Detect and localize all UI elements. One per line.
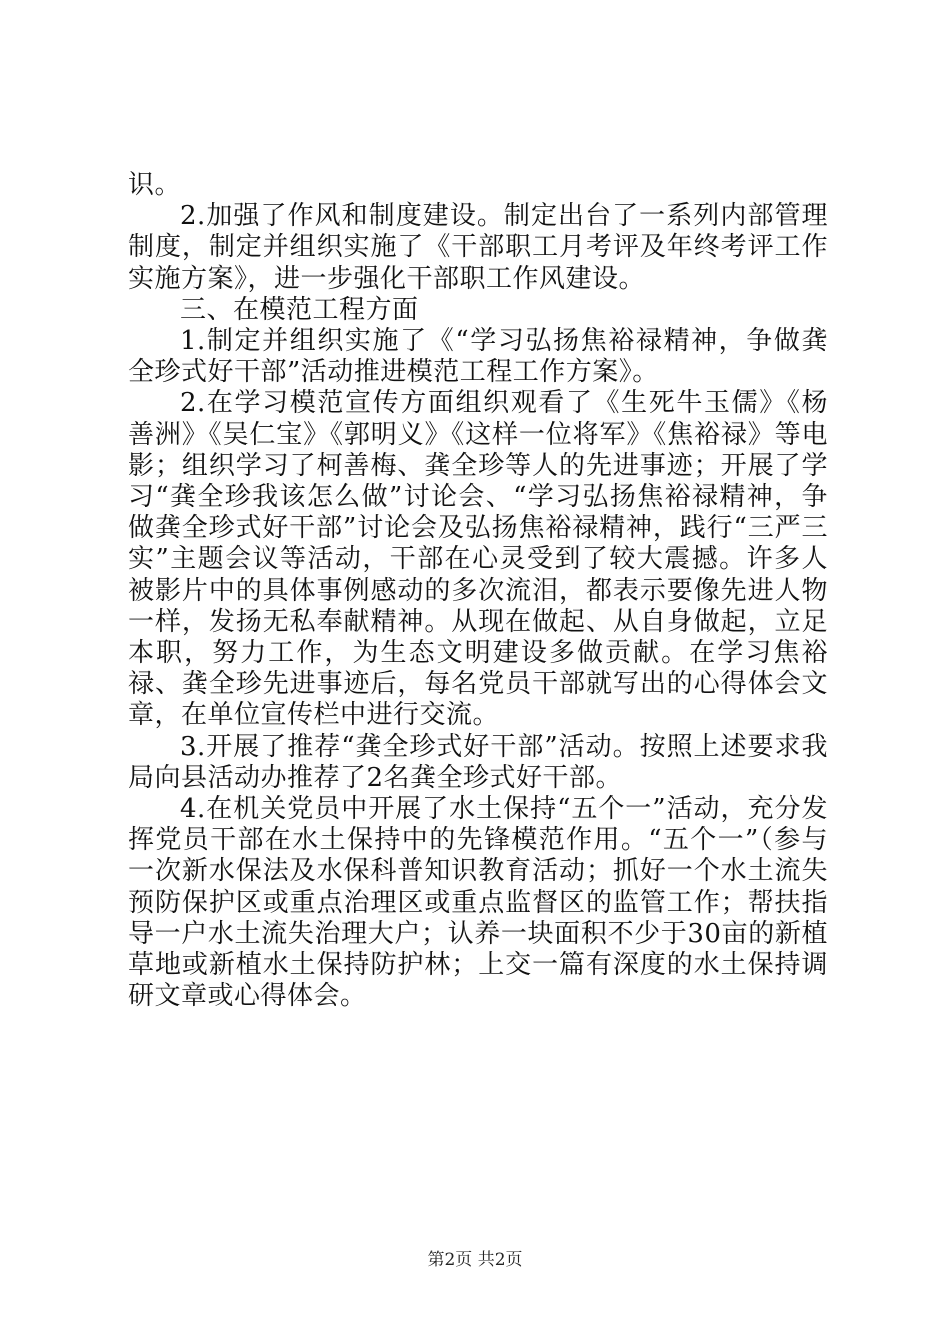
paragraph-work-plan: 1.制定并组织实施了《“学习弘扬焦裕禄精神，争做龚全珍式好干部”活动推进模范工程工作方案》。 <box>128 326 828 388</box>
page-footer <box>0 1245 950 1270</box>
section-heading-model-project: 三、在模范工程方面 <box>180 294 419 325</box>
paragraph-five-ones-activity: 4.在机关党员中开展了水土保持“五个一”活动，充分发挥党员干部在水土保持中的先锋模范作用。“五个一”（参与一次新水保法及水保科普知识教育活动；抓好一个水土流失预防保护区或重点治理区或重点监督区的监管工作；帮扶指导一户水土流失治理大户；认养一块面积不少于30亩的新植草地或新植水土保持防护林；上交一篇有深度的水土保持调研文章或心得体会。 <box>128 794 828 1012</box>
page-number-label: 第2页 共2页 <box>427 1250 523 1270</box>
paragraph-style-building: 2.加强了作风和制度建设。制定出台了一系列内部管理制度，制定并组织实施了《干部职工月考评及年终考评工作实施方案》，进一步强化干部职工作风建设。 <box>128 201 828 294</box>
document-body <box>128 170 828 1012</box>
paragraph-recommend-cadres: 3.开展了推荐“龚全珍式好干部”活动。按照上述要求我局向县活动办推荐了2名龚全珍式好干部。 <box>128 731 828 793</box>
paragraph-model-publicity: 2.在学习模范宣传方面组织观看了《生死牛玉儒》《杨善洲》《吴仁宝》《郭明义》《这样一位将军》《焦裕禄》等电影；组织学习了柯善梅、龚全珍等人的先进事迹；开展了学习“龚全珍我该怎么做”讨论会、“学习弘扬焦裕禄精神，争做龚全珍式好干部”讨论会及弘扬焦裕禄精神，践行“三严三实”主题会议等活动，干部在心灵受到了较大震撼。许多人被影片中的具体事例感动的多次流泪，都表示要像先进人物一样，发扬无私奉献精神。从现在做起、从自身做起，立足本职，努力工作，为生态文明建设多做贡献。在学习焦裕禄、龚全珍先进事迹后，每名党员干部就写出的心得体会文章，在单位宣传栏中进行交流。 <box>128 388 828 731</box>
paragraph-continuation: 识。 <box>128 170 182 200</box>
